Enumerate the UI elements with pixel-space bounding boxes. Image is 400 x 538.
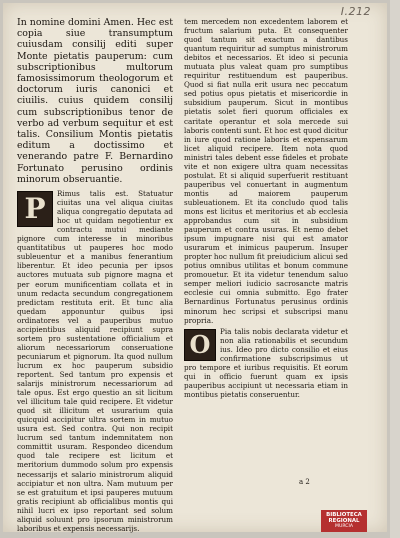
left-column	[17, 17, 173, 533]
scan-edge	[390, 0, 400, 538]
decorated-initial-o: O	[184, 329, 216, 361]
shelfmark: I.212	[340, 5, 371, 18]
signature-mark: a 2	[299, 478, 310, 486]
right-column	[184, 17, 348, 517]
left-body-text: Rimus talis est. Statuatur ciuitas una vel aliqua ciuitas aliqua congregatio deputata ad hoc ut quidam negotientur ex contractu mutui mediante pignore cum interesse in minoribus quantitatibus ut pauperes hoc modo subleuentur et a manibus fenerantium liberentur. Et ideo pecunia per ipsos auctores mutuata sub pignore magna et per eorum munificentiam collata et in unum redacta secundum congregationem predictam restituta erit. Et tunc alia quedam apponuntur quibus ipsi ordinatores vel a pauperibus mutuo accipientibus aliquid recipiunt supra sortem pro sustentatione officialium et aliorum necessariorum conseruatione pecuniarum et pignorum. Ita quod nullum lucrum ex hoc pauperum subsidio reportent. Sed tantum pro expensis et salarijs ministrorum necessariorum ad tale opus. Est ergo questio an sit licitum vel illicitum tale quid recipere. Et videtur quod sit illicitum et usurarium quia quicquid accipitur ultra sortem in mutuo usura est. Sed contra. Qui non recipit lucrum sed tantum indemnitatem non committit usuram. Respondeo dicendum quod tale recipere est licitum et meritorium dummodo solum pro expensis necessarijs et salario ministrorum aliquid accipiatur et non ultra. Nam mutuum per se est gratuitum et ipsi pauperes mutuum gratis recipiunt ab officialibus montis qui nihil lucri ex ipso reportant sed solum aliquid soluunt pro ipsorum ministrorum laboribus et expensis necessarijs.	[17, 189, 173, 533]
opening-paragraph: In nomine domini Amen. Hec est copia siue transumptum cuiusdam consilij editi super Monte pietatis pauperum: cum subscriptionibus multorum famosissimorum theologorum et doctorum iuris canonici et ciuilis. cuius quidem consilij cum subscriptionibus tenor de verbo ad verbum sequitur et est talis. Consilium Montis pietatis editum a doctissimo et venerando patre F. Bernardino Fortunato perusino ordinis minorum obseruantie.	[17, 17, 173, 185]
right-closing-paragraph	[184, 327, 348, 399]
library-logo	[321, 510, 367, 532]
decorated-initial-p: P	[17, 191, 53, 227]
manuscript-page	[3, 3, 387, 532]
right-closing-text: Pia talis nobis declarata videtur et non alia rationabilis et secundum ius. Ideo pro dicto consilio et eius confirmatione subscripsimus ut pro tempore et iuribus requisitis. Et eorum qui in officio fuerunt quam ex ipsis pauperibus accipiunt ut necessaria etiam in montibus pietatis conseruentur.	[184, 326, 348, 399]
right-body-text: tem mercedem non excedentem laborem et fructum salarium puta. Et consequenter quod tantum sit exactum a dantibus quantum requiritur ad sumptus ministrorum debitos et necessarios. Et ideo si pecunia mutuata plus valeat quam pro sumptibus requiritur restituendum est pauperibus. Quod si fiat nulla erit usura nec peccatum sed potius opus pietatis et misericordie in subsidium pauperum. Sicut in montibus pietatis solet fieri quorum officiales ex caritate operantur et sola mercede sui laboris contenti sunt. Et hoc est quod dicitur in iure quod ratione laboris et expensarum licet aliquid recipere. Item nota quod ministri tales debent esse fideles et probate vite et non exigere ultra quam necessitas postulat. Et si aliquid superfuerit restituant pauperibus vel conuertant in augmentum montis ad maiorem pauperum subleuationem. Et ita concludo quod talis mons est licitus et meritorius et ab ecclesia approbandus cum sit in subsidium pauperum et contra usuras. Et nemo debet ipsum impugnare nisi qui est amator usurarum et inimicus pauperum. Insuper propter hoc nullum fit preiudicium alicui sed potius omnibus utilitas et bonum commune promouetur. Et ita videtur tenendum saluo semper meliori iudicio sacrosancte matris ecclesie cui omnia submitto. Ego frater Bernardinus Fortunatus perusinus ordinis minorum hec scripsi et subscripsi manu propria.	[184, 17, 348, 325]
library-logo-line1: BIBLIOTECA REGIONAL	[326, 512, 362, 524]
left-body-paragraph	[17, 189, 173, 533]
library-logo-line2: MURCIA	[335, 524, 353, 530]
